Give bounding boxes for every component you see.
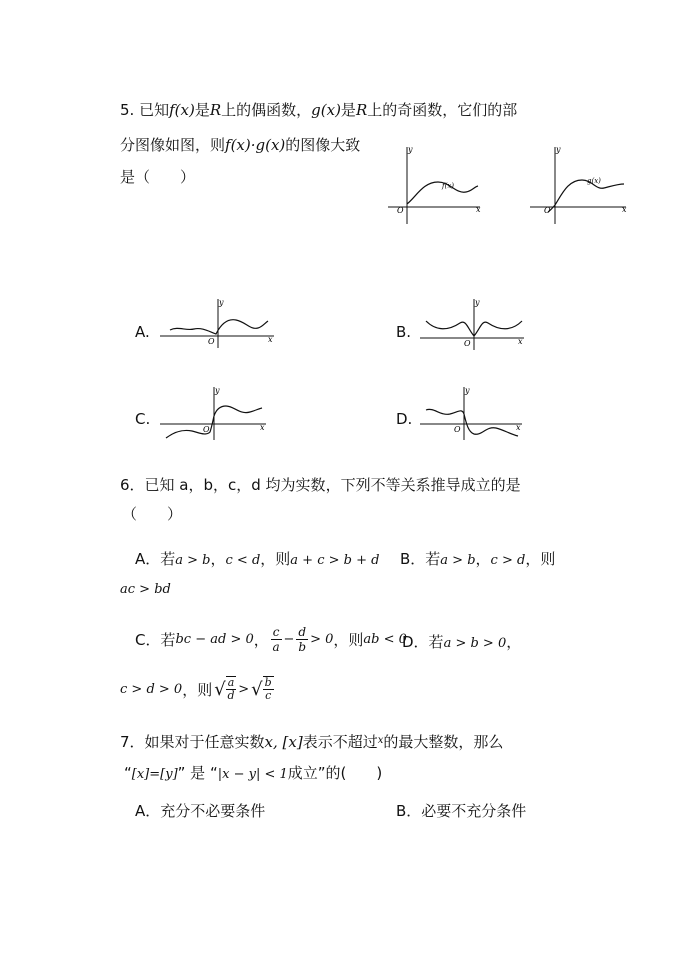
svg-text:O: O [203, 425, 210, 434]
fraction-d-over-b: $\frac{d}{b}$ [298, 625, 307, 654]
svg-text:O: O [454, 425, 461, 434]
svg-text:x: x [518, 337, 523, 346]
axis-x-label: x [622, 205, 627, 214]
q6-option-d[interactable]: D．若a > b > 0， [402, 633, 522, 651]
sqrt-b-over-c: √ b c [251, 676, 272, 702]
option-c-letter: C. [135, 410, 151, 428]
q6-stem: 6．已知 a，b，c，d 均为实数，下列不等关系推导成立的是 [120, 476, 521, 494]
q6-option-a[interactable]: A．若a > b，c < d，则a + c > b + d [135, 550, 380, 568]
axis-y-label: y [408, 145, 413, 154]
option-d-letter: D. [396, 410, 413, 428]
figure-f-graph [388, 142, 486, 226]
q5-line3: 是（ ） [120, 168, 196, 186]
q7-option-a[interactable]: A．充分不必要条件 [135, 802, 266, 820]
q7-line1: 7．如果对于任意实数x, [x]表示不超过$^x$的最大整数，那么 [120, 733, 504, 751]
curve-label: g(x) [587, 177, 601, 185]
svg-text:x: x [516, 423, 521, 432]
svg-text:x: x [268, 335, 273, 344]
option-c-graph[interactable] [160, 384, 270, 440]
svg-text:y: y [475, 298, 480, 307]
q5-line1: 5. 已知f(x)是R上的偶函数，g(x)是R上的奇函数，它们的部 [120, 101, 518, 119]
svg-text:y: y [465, 386, 470, 395]
q6-option-c[interactable]: C．若 bc − ad > 0 ， c a − $\frac{d}{b}$ > 0 ，则 ab < 0 [135, 625, 407, 654]
svg-text:O: O [208, 337, 215, 346]
option-b-letter: B. [396, 323, 412, 341]
origin-label: O [397, 206, 404, 215]
fraction-c-over-a: c a [272, 625, 280, 654]
q5-line2: 分图像如图，则f(x)·g(x)的图像大致 [120, 136, 361, 154]
svg-text:O: O [464, 339, 471, 348]
q6-answer-paren: （ ） [122, 505, 183, 523]
q7-line2: “[x]=[y]” 是 “|x − y| < 1成立”的( ) [124, 764, 383, 782]
svg-text:x: x [260, 423, 265, 432]
option-a-letter: A. [135, 323, 150, 341]
q6-option-d-continued: c > d > 0 ，则 √ a d > √ b c [120, 676, 272, 702]
q6-option-b[interactable]: B．若a > b，c > d，则 [400, 550, 556, 568]
q7-option-b[interactable]: B．必要不充分条件 [396, 802, 527, 820]
svg-text:y: y [215, 386, 220, 395]
option-a-graph[interactable] [160, 296, 278, 348]
option-b-graph[interactable] [420, 296, 528, 350]
q6-option-b-continued: ac > bd [120, 582, 171, 597]
sqrt-a-over-d: √ a d [214, 676, 235, 702]
origin-label: O [544, 206, 551, 215]
figure-g-graph [530, 142, 630, 226]
svg-text:y: y [219, 298, 224, 307]
option-d-graph[interactable] [420, 384, 526, 440]
axis-y-label: y [556, 145, 561, 154]
curve-label: f(x) [442, 182, 455, 190]
axis-x-label: x [476, 205, 481, 214]
